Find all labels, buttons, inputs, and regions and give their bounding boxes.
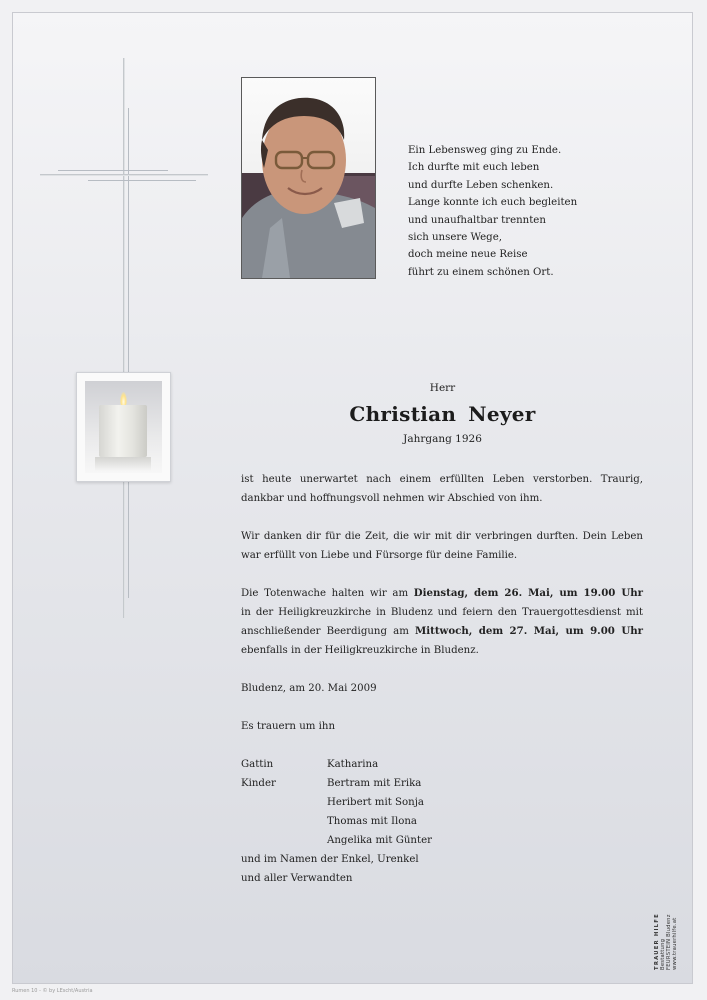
text-line: ebenfalls in der Heiligkreuzkirche in Bludenz.	[241, 645, 479, 656]
brand-name: TRAUER HILFE	[654, 913, 660, 970]
text-line: ist heute unerwartet nach einem erfüllten Leben verstorben. Traurig,	[241, 474, 643, 485]
text-line: war erfüllt von Liebe und Fürsorge für deine Familie.	[241, 550, 518, 561]
poem-line: und durfte Leben schenken.	[408, 179, 554, 191]
poem-line: und unaufhaltbar trennten	[408, 214, 546, 226]
cross-horizontal-line-lower	[88, 180, 196, 181]
funeral-date: Mittwoch, dem 27. Mai, um 9.00 Uhr	[415, 625, 643, 637]
text-line: und im Namen der Enkel, Urenkel	[241, 854, 419, 865]
paragraph-thanks	[241, 527, 643, 565]
closing-lines	[241, 850, 419, 888]
family-list	[241, 755, 432, 850]
text-span: anschließender Beerdigung am	[241, 626, 415, 637]
wake-date: Dienstag, dem 26. Mai, um 19.00 Uhr	[413, 587, 644, 599]
cross-horizontal-bar	[40, 174, 208, 176]
cross-vertical-bar	[123, 58, 125, 618]
text-line: in der Heiligkreuzkirche in Bludenz und feiern den Trauergottesdienst mit	[241, 607, 643, 618]
family-member: Thomas mit Ilona	[327, 816, 417, 827]
text-line: und aller Verwandten	[241, 873, 353, 884]
family-row	[241, 812, 432, 831]
family-member: Heribert mit Sonja	[327, 797, 424, 808]
deceased-name	[0, 402, 707, 426]
footer-credit: Rumen 10 - © by LEscht/Austria	[12, 988, 93, 994]
text-span: Die Totenwache halten wir am	[241, 588, 414, 599]
family-row	[241, 774, 432, 793]
family-member: Katharina	[327, 759, 379, 770]
first-name: Christian	[349, 402, 457, 426]
brand-sub: Bestattung	[660, 938, 666, 970]
text-line	[241, 622, 643, 641]
family-role: Kinder	[241, 778, 276, 789]
portrait-photo	[241, 77, 376, 279]
poem-line: führt zu einem schönen Ort.	[408, 266, 554, 278]
poem-line: doch meine neue Reise	[408, 249, 528, 261]
family-member: Bertram mit Erika	[327, 778, 422, 789]
cross-vertical-line	[128, 108, 129, 598]
place-date: Bludenz, am 20. Mai 2009	[241, 683, 377, 694]
family-row	[241, 793, 432, 812]
family-member: Angelika mit Günter	[327, 835, 432, 846]
brand-web: www.trauerhilfe.at	[672, 917, 678, 970]
poem	[408, 142, 577, 281]
birth-year: Jahrgang 1926	[403, 433, 482, 445]
poem-line: Lange konnte ich euch begleiten	[408, 197, 578, 209]
family-row	[241, 755, 432, 774]
poem-line: Ein Lebensweg ging zu Ende.	[408, 145, 562, 156]
cross-horizontal-line-upper	[58, 170, 168, 171]
text-line: Wir danken dir für die Zeit, die wir mit dir verbringen durften. Dein Leben	[241, 531, 643, 542]
mourners-intro: Es trauern um ihn	[241, 721, 336, 732]
family-row	[241, 831, 432, 850]
text-line: dankbar und hoffnungsvoll nehmen wir Abschied von ihm.	[241, 493, 543, 504]
paragraph-passing	[241, 470, 643, 508]
last-name: Neyer	[468, 402, 536, 426]
salutation: Herr	[429, 382, 456, 394]
poem-line: Ich durfte mit euch leben	[408, 162, 540, 174]
poem-line: sich unsere Wege,	[408, 232, 502, 244]
paragraph-services	[241, 584, 643, 660]
brand-company: FEURSTEIN Bludenz	[666, 914, 672, 970]
text-line	[241, 584, 643, 603]
family-role: Gattin	[241, 759, 274, 770]
funeral-home-logo	[652, 870, 678, 970]
